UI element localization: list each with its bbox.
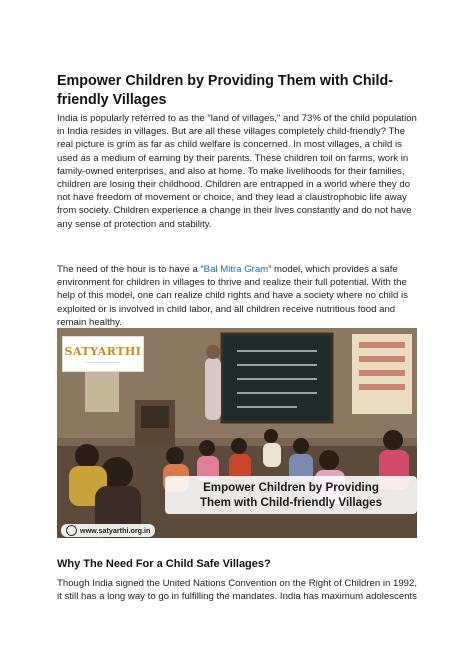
- image-caption-overlay: [165, 476, 417, 514]
- article-title: Empower Children by Providing Them with Child-friendly Villages: [57, 73, 393, 108]
- paragraph-text: ” model, which provides a safe environment for children in villages to thrive and realize their full potential. With the help of this model, one can realize child rights and have a society where no child is exploited or is involved in child labor, and all children receive nutritious food and remain healthy.: [57, 264, 408, 328]
- intro-paragraph: India is popularly referred to as the "land of villages," and 73% of the child population in India resides in villages. But are all these villages completely child-friendly? The real picture is grim as far as child welfare is concerned. In most villages, a child is used as a medium of earning by their parents. These children toil on farms, work in family-owned enterprises, and also at home. To make livelihoods for their families, children are losing their childhood. Children are entrapped in a world where they do not have freedom of movement or choice, and they lead a claustrophobic life away from society. Children experience a change in their lives constantly and do not have any sense of protection and stability.: [57, 113, 417, 230]
- satyarthi-logo: [62, 336, 144, 372]
- globe-icon: [66, 525, 77, 536]
- website-badge: [61, 524, 155, 537]
- overlay-line-1: Empower Children by Providing: [203, 481, 379, 494]
- hero-image: [57, 328, 417, 538]
- paragraph-text: The need of the hour is to have a “: [57, 264, 204, 275]
- bal-mitra-gram-link[interactable]: Bal Mitra Gram: [203, 264, 269, 275]
- logo-text: SATYARTHI: [64, 344, 142, 358]
- overlay-line-2: Them with Child-friendly Villages: [199, 496, 383, 509]
- convention-paragraph: Though India signed the United Nations Convention on the Right of Children in 1992, it still has a long way to go in fulfilling the mandates. India has maximum adolescents: [57, 578, 418, 603]
- logo-subtitle-mark: ———————————: [85, 359, 121, 364]
- section-heading: Why The Need For a Child Safe Villages?: [57, 558, 271, 570]
- bal-mitra-paragraph: [57, 263, 419, 329]
- website-url: www.satyarthi.org.in: [80, 526, 151, 535]
